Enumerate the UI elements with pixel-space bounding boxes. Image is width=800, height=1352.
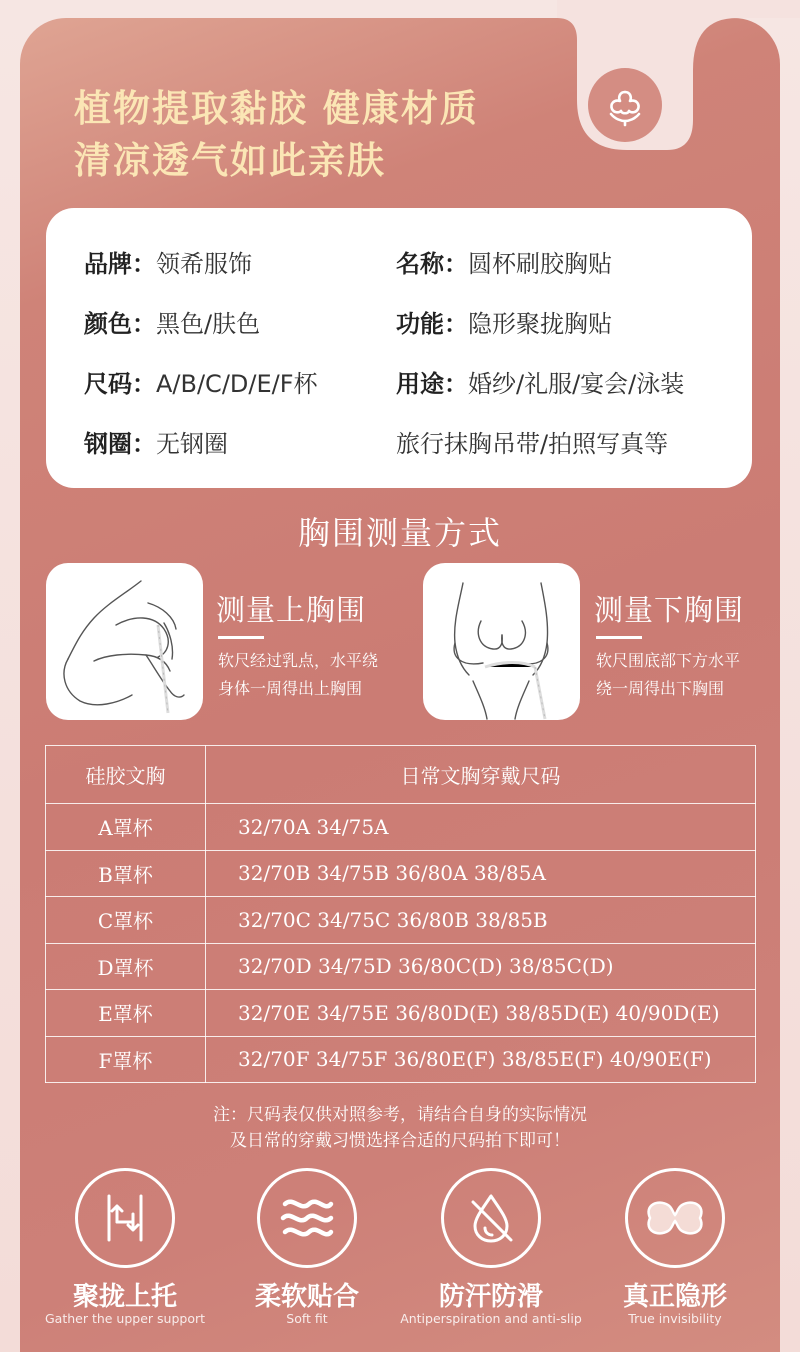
header-silicone-bra: 硅胶文胸 <box>46 746 206 804</box>
info-brand: 品牌：领希服饰 <box>84 250 252 278</box>
upper-bust-desc-1: 软尺经过乳点，水平绕 <box>218 651 379 670</box>
size-cell: 32/70E 34/75E 36/80D(E) 38/85D(E) 40/90D(E) <box>206 990 756 1037</box>
cup-cell: D罩杯 <box>46 943 206 990</box>
info-usage: 用途：婚纱/礼服/宴会/泳装 <box>396 370 685 398</box>
info-function: 功能：隐形聚拢胸贴 <box>396 310 612 338</box>
upper-bust-title: 测量上胸围 <box>216 593 367 627</box>
bra-pad-icon <box>625 1168 725 1268</box>
lift-arrows-icon <box>75 1168 175 1268</box>
product-info-panel <box>46 208 752 488</box>
upper-bust-illustration <box>46 563 203 720</box>
size-table-header <box>46 746 756 804</box>
note-line-1: 注：尺码表仅供对照参考，请结合自身的实际情况 <box>213 1105 587 1125</box>
table-row <box>46 850 756 897</box>
cup-cell: F罩杯 <box>46 1036 206 1083</box>
upper-bust-desc-2: 身体一周得出上胸围 <box>218 679 363 698</box>
feature-title-lift: 聚拢上托 <box>72 1282 177 1312</box>
cup-cell: E罩杯 <box>46 990 206 1037</box>
measure-section-title: 胸围测量方式 <box>297 514 502 552</box>
feature-sub-invisible: True invisibility <box>628 1311 722 1326</box>
info-color: 颜色：黑色/肤色 <box>84 310 261 338</box>
size-cell: 32/70C 34/75C 36/80B 38/85B <box>206 897 756 944</box>
table-row <box>46 943 756 990</box>
waves-icon <box>257 1168 357 1268</box>
header-daily-bra-size: 日常文胸穿戴尺码 <box>206 746 756 804</box>
table-row <box>46 1036 756 1083</box>
no-sweat-drop-icon <box>441 1168 541 1268</box>
info-usage-more: 旅行抹胸吊带/拍照写真等 <box>396 430 669 458</box>
table-row <box>46 990 756 1037</box>
upper-bust-divider <box>218 636 264 639</box>
feature-sub-lift: Gather the upper support <box>44 1311 206 1326</box>
info-size: 尺码：A/B/C/D/E/F杯 <box>84 370 318 398</box>
lower-bust-divider <box>596 636 642 639</box>
headline-line-2: 清凉透气如此亲肤 <box>74 139 386 182</box>
lower-bust-desc-2: 绕一周得出下胸围 <box>596 679 725 698</box>
lower-bust-illustration <box>423 563 580 720</box>
cup-cell: B罩杯 <box>46 850 206 897</box>
feature-title-soft: 柔软贴合 <box>254 1282 359 1312</box>
feature-sub-antisweat: Antiperspiration and anti-slip <box>400 1311 582 1326</box>
lower-bust-title: 测量下胸围 <box>594 593 745 627</box>
info-underwire: 钢圈：无钢圈 <box>84 430 228 458</box>
lower-bust-desc-1: 软尺围底部下方水平 <box>596 651 741 670</box>
note-line-2: 及日常的穿戴习惯选择合适的尺码拍下即可！ <box>230 1131 570 1151</box>
size-table <box>45 745 756 1083</box>
size-cell: 32/70D 34/75D 36/80C(D) 38/85C(D) <box>206 943 756 990</box>
size-cell: 32/70B 34/75B 36/80A 38/85A <box>206 850 756 897</box>
cup-cell: C罩杯 <box>46 897 206 944</box>
feature-title-antisweat: 防汗防滑 <box>438 1282 543 1312</box>
headline-line-1: 植物提取黏胶 健康材质 <box>74 87 479 130</box>
info-name: 名称：圆杯刷胶胸贴 <box>396 250 612 278</box>
feature-sub-soft: Soft fit <box>286 1311 328 1326</box>
cup-cell: A罩杯 <box>46 804 206 851</box>
table-row <box>46 897 756 944</box>
size-cell: 32/70A 34/75A <box>206 804 756 851</box>
feature-title-invisible: 真正隐形 <box>622 1282 727 1312</box>
cotton-flower-icon <box>588 68 662 142</box>
size-cell: 32/70F 34/75F 36/80E(F) 38/85E(F) 40/90E(F) <box>206 1036 756 1083</box>
table-row <box>46 804 756 851</box>
